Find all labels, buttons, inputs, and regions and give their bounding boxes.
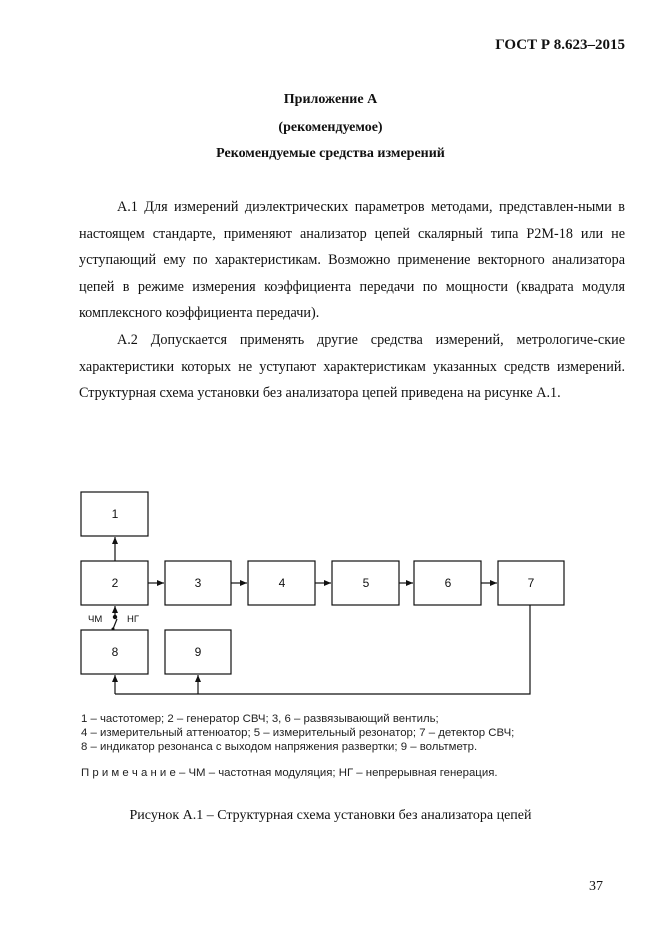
block-4-label: 4 (278, 576, 286, 590)
appendix-heading: Рекомендуемые средства измерений (216, 146, 445, 161)
block-3-label: 3 (194, 576, 202, 590)
paragraph-a2-text: А.2 Допускается применять другие средства измерений, метрологиче-ские характеристики которых не уступают характеристикам указанных средств измерений. Структурная схема установки без анализатора цепей приведена на рисунке А.1. (79, 332, 625, 401)
legend-line-3: 8 – индикатор резонанса с выходом напряжения развертки; 9 – вольтметр. (81, 741, 478, 753)
block-6-label: 6 (444, 576, 452, 590)
block-9-label: 9 (194, 645, 202, 659)
legend-line-1: 1 – частотомер; 2 – генератор СВЧ; 3, 6 – развязывающий вентиль; (81, 713, 439, 725)
block-2-label: 2 (111, 576, 119, 590)
block-7-label: 7 (527, 576, 535, 590)
appendix-status: (рекомендуемое) (278, 120, 383, 135)
switch-label-chm: ЧМ (88, 614, 103, 625)
paragraph-a1-text: А.1 Для измерений диэлектрических параметров методами, представлен-ными в настоящем стандарте, применяют анализатор цепей скалярный типа Р2М-18 или не уступающий ему по характеристикам. Возможно применение векторного анализатора цепей в режиме измерения коэффициента передачи по мощности (квадрата модуля комплексного коэффициента передачи). (79, 199, 625, 321)
switch-blade (113, 619, 117, 629)
figure-caption: Рисунок А.1 – Структурная схема установки без анализатора цепей (129, 808, 532, 823)
switch-pivot (112, 628, 115, 631)
feedback-line-7 (115, 605, 530, 694)
block-1-label: 1 (111, 507, 119, 521)
document-code: ГОСТ Р 8.623–2015 (495, 37, 625, 53)
appendix-title: Приложение А (283, 92, 378, 107)
legend-note: П р и м е ч а н и е – ЧМ – частотная модуляция; НГ – непрерывная генерация. (81, 767, 498, 779)
page-number: 37 (589, 879, 603, 894)
switch-contact (113, 615, 117, 619)
block-8-label: 8 (111, 645, 119, 659)
legend-line-2: 4 – измерительный аттенюатор; 5 – измерительный резонатор; 7 – детектор СВЧ; (81, 727, 515, 739)
switch-label-ng: НГ (127, 614, 140, 625)
block-5-label: 5 (362, 576, 370, 590)
